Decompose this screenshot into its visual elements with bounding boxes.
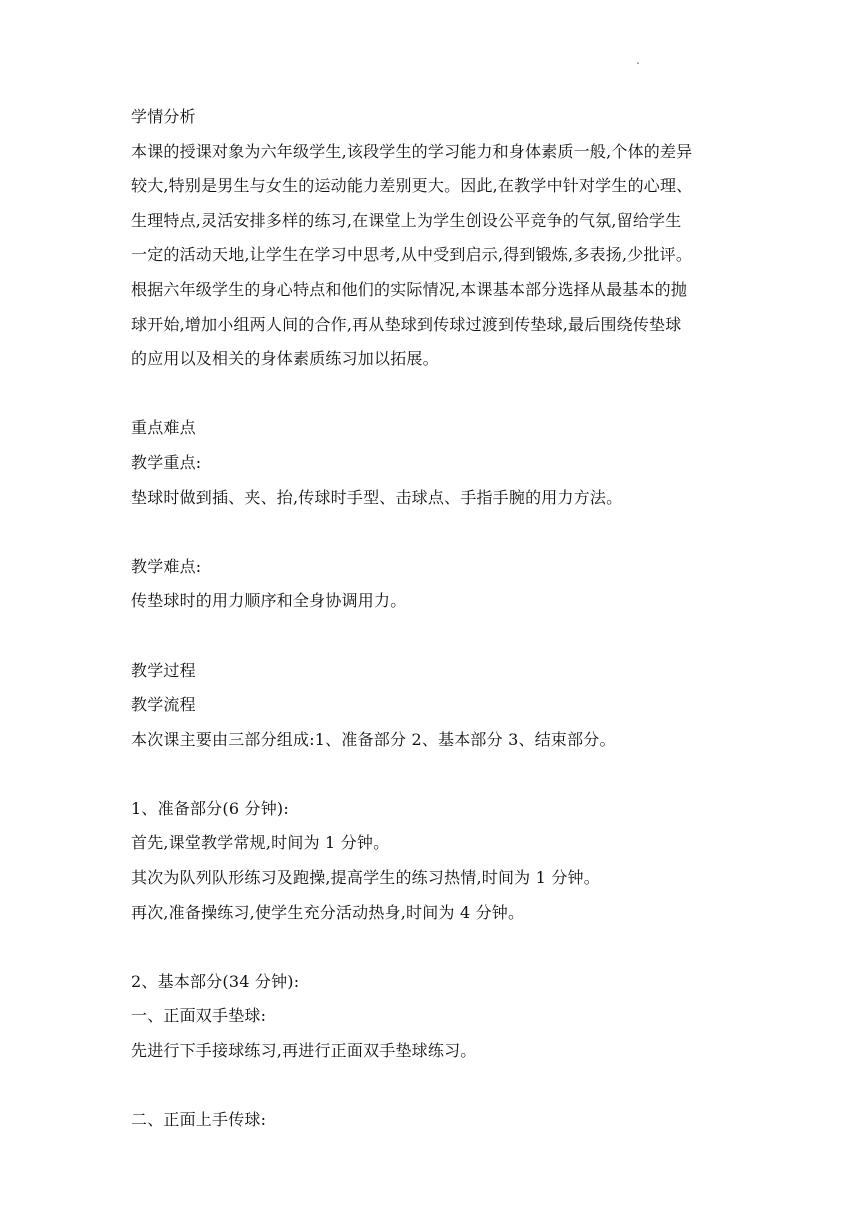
section-heading: 重点难点 [131, 418, 196, 438]
paragraph-line: 较大,特别是男生与女生的运动能力差别更大。因此,在教学中针对学生的心理、 [131, 176, 693, 196]
paragraph-line: 本次课主要由三部分组成:1、准备部分 2、基本部分 3、结束部分。 [131, 729, 616, 749]
subheading: 二、正面上手传球: [131, 1110, 267, 1130]
paragraph-line: 垫球时做到插、夹、抬,传球时手型、击球点、手指手腕的用力方法。 [131, 487, 623, 507]
paragraph-line: 先进行下手接球练习,再进行正面双手垫球练习。 [131, 1041, 477, 1061]
paragraph-line: 传垫球时的用力顺序和全身协调用力。 [131, 591, 407, 611]
paragraph-line: 本课的授课对象为六年级学生,该段学生的学习能力和身体素质一般,个体的差异 [131, 141, 693, 161]
blank-line [131, 377, 731, 412]
paragraph-line: 根据六年级学生的身心特点和他们的实际情况,本课基本部分选择从最基本的抛 [131, 279, 688, 299]
subheading: 2、基本部分(34 分钟): [131, 971, 300, 991]
header-mark: . [636, 53, 640, 67]
paragraph-line: 再次,准备操练习,使学生充分活动热身,时间为 4 分钟。 [131, 902, 525, 922]
paragraph-line: 其次为队列队形练习及跑操,提高学生的练习热情,时间为 1 分钟。 [131, 868, 600, 888]
blank-line [131, 757, 731, 792]
section-heading: 学情分析 [131, 107, 196, 126]
subheading: 教学流程 [131, 695, 196, 715]
subheading: 教学难点: [131, 556, 202, 576]
blank-line [131, 619, 731, 654]
blank-line [131, 1069, 731, 1104]
paragraph-line: 首先,课堂教学常规,时间为 1 分钟。 [131, 833, 390, 853]
paragraph-line: 的应用以及相关的身体素质练习加以拓展。 [131, 349, 439, 369]
subheading: 教学重点: [131, 452, 202, 472]
paragraph-line: 一定的活动天地,让学生在学习中思考,从中受到启示,得到锻炼,多表扬,少批评。 [131, 245, 693, 265]
section-heading: 教学过程 [131, 660, 196, 680]
blank-line [131, 930, 731, 965]
subheading: 1、准备部分(6 分钟): [131, 798, 289, 818]
paragraph-line: 生理特点,灵活安排多样的练习,在课堂上为学生创设公平竞争的气氛,留给学生 [131, 210, 682, 230]
blank-line [131, 515, 731, 550]
subheading: 一、正面双手垫球: [131, 1006, 267, 1026]
document-body [131, 100, 731, 1138]
paragraph-line: 球开始,增加小组两人间的合作,再从垫球到传球过渡到传垫球,最后围绕传垫球 [131, 314, 682, 334]
